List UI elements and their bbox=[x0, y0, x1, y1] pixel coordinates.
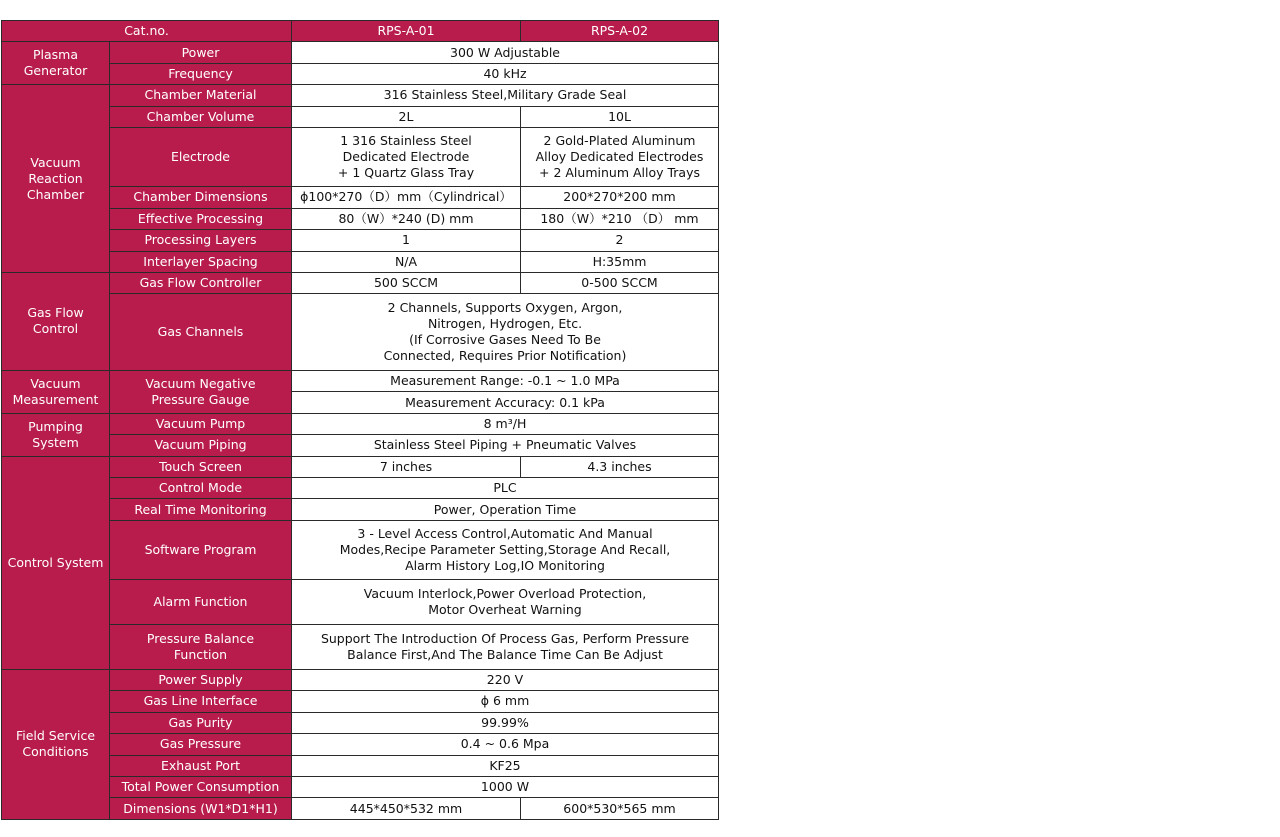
table-row bbox=[2, 691, 719, 712]
row-label-pressure-balance: Pressure Balance Function bbox=[110, 624, 292, 669]
row-label-vacuum-pump: Vacuum Pump bbox=[110, 413, 292, 434]
value-electrode-1: 1 316 Stainless Steel Dedicated Electrode + 1 Quartz Glass Tray bbox=[292, 128, 521, 187]
value-exhaust-port: KF25 bbox=[292, 755, 719, 776]
table-row bbox=[2, 712, 719, 733]
row-label-alarm-function: Alarm Function bbox=[110, 580, 292, 625]
row-label-gas-purity: Gas Purity bbox=[110, 712, 292, 733]
header-row bbox=[2, 21, 719, 42]
value-interlayer-spacing-1: N/A bbox=[292, 251, 521, 272]
value-electrode-2: 2 Gold-Plated Aluminum Alloy Dedicated Electrodes + 2 Aluminum Alloy Trays bbox=[521, 128, 719, 187]
group-plasma-generator: Plasma Generator bbox=[2, 42, 110, 85]
value-gas-pressure: 0.4 ~ 0.6 Mpa bbox=[292, 734, 719, 755]
value-gas-channels: 2 Channels, Supports Oxygen, Argon, Nitrogen, Hydrogen, Etc. (If Corrosive Gases Need To Be Connected, Requires Prior Notification) bbox=[292, 294, 719, 371]
table-row bbox=[2, 580, 719, 625]
table-row bbox=[2, 478, 719, 499]
table-row bbox=[2, 251, 719, 272]
row-label-power-supply: Power Supply bbox=[110, 669, 292, 690]
value-pressure-balance: Support The Introduction Of Process Gas, Perform Pressure Balance First,And The Balance Time Can Be Adjust bbox=[292, 624, 719, 669]
row-label-chamber-dimensions: Chamber Dimensions bbox=[110, 187, 292, 208]
group-vacuum-measurement: Vacuum Measurement bbox=[2, 370, 110, 413]
row-label-touch-screen: Touch Screen bbox=[110, 456, 292, 477]
table-row bbox=[2, 520, 719, 579]
row-label-frequency: Frequency bbox=[110, 63, 292, 84]
group-field-service-conditions: Field Service Conditions bbox=[2, 669, 110, 819]
value-processing-layers-2: 2 bbox=[521, 230, 719, 251]
value-touch-screen-1: 7 inches bbox=[292, 456, 521, 477]
row-label-vacuum-gauge: Vacuum Negative Pressure Gauge bbox=[110, 370, 292, 413]
value-measurement-range: Measurement Range: -0.1 ~ 1.0 MPa bbox=[292, 370, 719, 391]
value-control-mode: PLC bbox=[292, 478, 719, 499]
row-label-effective-processing: Effective Processing bbox=[110, 208, 292, 229]
table-row bbox=[2, 755, 719, 776]
table-row bbox=[2, 294, 719, 371]
value-power: 300 W Adjustable bbox=[292, 42, 719, 63]
row-label-chamber-volume: Chamber Volume bbox=[110, 106, 292, 127]
value-power-supply: 220 V bbox=[292, 669, 719, 690]
row-label-control-mode: Control Mode bbox=[110, 478, 292, 499]
value-dimensions-1: 445*450*532 mm bbox=[292, 798, 521, 820]
value-chamber-volume-2: 10L bbox=[521, 106, 719, 127]
table-row bbox=[2, 187, 719, 208]
row-label-chamber-material: Chamber Material bbox=[110, 85, 292, 106]
model-2-header: RPS-A-02 bbox=[521, 21, 719, 42]
table-row bbox=[2, 798, 719, 820]
value-processing-layers-1: 1 bbox=[292, 230, 521, 251]
group-vacuum-reaction-chamber: Vacuum Reaction Chamber bbox=[2, 85, 110, 273]
value-chamber-volume-1: 2L bbox=[292, 106, 521, 127]
group-gas-flow-control: Gas Flow Control bbox=[2, 272, 110, 370]
value-effective-processing-1: 80（W）*240 (D) mm bbox=[292, 208, 521, 229]
table-row bbox=[2, 499, 719, 520]
model-1-header: RPS-A-01 bbox=[292, 21, 521, 42]
row-label-interlayer-spacing: Interlayer Spacing bbox=[110, 251, 292, 272]
row-label-exhaust-port: Exhaust Port bbox=[110, 755, 292, 776]
row-label-software-program: Software Program bbox=[110, 520, 292, 579]
value-chamber-material: 316 Stainless Steel,Military Grade Seal bbox=[292, 85, 719, 106]
row-label-real-time-monitoring: Real Time Monitoring bbox=[110, 499, 292, 520]
row-label-power: Power bbox=[110, 42, 292, 63]
table-row bbox=[2, 85, 719, 106]
row-label-gas-channels: Gas Channels bbox=[110, 294, 292, 371]
row-label-gas-line-interface: Gas Line Interface bbox=[110, 691, 292, 712]
group-pumping-system: Pumping System bbox=[2, 413, 110, 456]
table-row bbox=[2, 106, 719, 127]
row-label-dimensions: Dimensions (W1*D1*H1) bbox=[110, 798, 292, 820]
row-label-gas-pressure: Gas Pressure bbox=[110, 734, 292, 755]
row-label-total-power-consumption: Total Power Consumption bbox=[110, 776, 292, 797]
table-row bbox=[2, 776, 719, 797]
value-effective-processing-2: 180（W）*210 （D） mm bbox=[521, 208, 719, 229]
value-gas-flow-controller-1: 500 SCCM bbox=[292, 272, 521, 293]
value-measurement-accuracy: Measurement Accuracy: 0.1 kPa bbox=[292, 392, 719, 413]
table-row bbox=[2, 734, 719, 755]
table-row bbox=[2, 370, 719, 391]
row-label-gas-flow-controller: Gas Flow Controller bbox=[110, 272, 292, 293]
value-software-program: 3 - Level Access Control,Automatic And Manual Modes,Recipe Parameter Setting,Storage And Recall, Alarm History Log,IO Monitoring bbox=[292, 520, 719, 579]
table-row bbox=[2, 456, 719, 477]
table-row bbox=[2, 435, 719, 456]
catno-header: Cat.no. bbox=[2, 21, 292, 42]
table-row bbox=[2, 128, 719, 187]
value-dimensions-2: 600*530*565 mm bbox=[521, 798, 719, 820]
table-row bbox=[2, 413, 719, 434]
value-frequency: 40 kHz bbox=[292, 63, 719, 84]
table-row bbox=[2, 669, 719, 690]
value-vacuum-pump: 8 m³/H bbox=[292, 413, 719, 434]
value-chamber-dimensions-2: 200*270*200 mm bbox=[521, 187, 719, 208]
value-gas-line-interface: ϕ 6 mm bbox=[292, 691, 719, 712]
table-row bbox=[2, 208, 719, 229]
spec-table bbox=[1, 20, 719, 820]
value-gas-flow-controller-2: 0-500 SCCM bbox=[521, 272, 719, 293]
value-alarm-function: Vacuum Interlock,Power Overload Protection, Motor Overheat Warning bbox=[292, 580, 719, 625]
table-row bbox=[2, 42, 719, 63]
table-row bbox=[2, 624, 719, 669]
value-interlayer-spacing-2: H:35mm bbox=[521, 251, 719, 272]
row-label-processing-layers: Processing Layers bbox=[110, 230, 292, 251]
row-label-electrode: Electrode bbox=[110, 128, 292, 187]
value-real-time-monitoring: Power, Operation Time bbox=[292, 499, 719, 520]
value-touch-screen-2: 4.3 inches bbox=[521, 456, 719, 477]
table-row bbox=[2, 230, 719, 251]
table-row bbox=[2, 272, 719, 293]
table-row bbox=[2, 63, 719, 84]
value-vacuum-piping: Stainless Steel Piping + Pneumatic Valves bbox=[292, 435, 719, 456]
value-chamber-dimensions-1: ϕ100*270（D）mm（Cylindrical） bbox=[292, 187, 521, 208]
row-label-vacuum-piping: Vacuum Piping bbox=[110, 435, 292, 456]
group-control-system: Control System bbox=[2, 456, 110, 669]
value-total-power-consumption: 1000 W bbox=[292, 776, 719, 797]
value-gas-purity: 99.99% bbox=[292, 712, 719, 733]
